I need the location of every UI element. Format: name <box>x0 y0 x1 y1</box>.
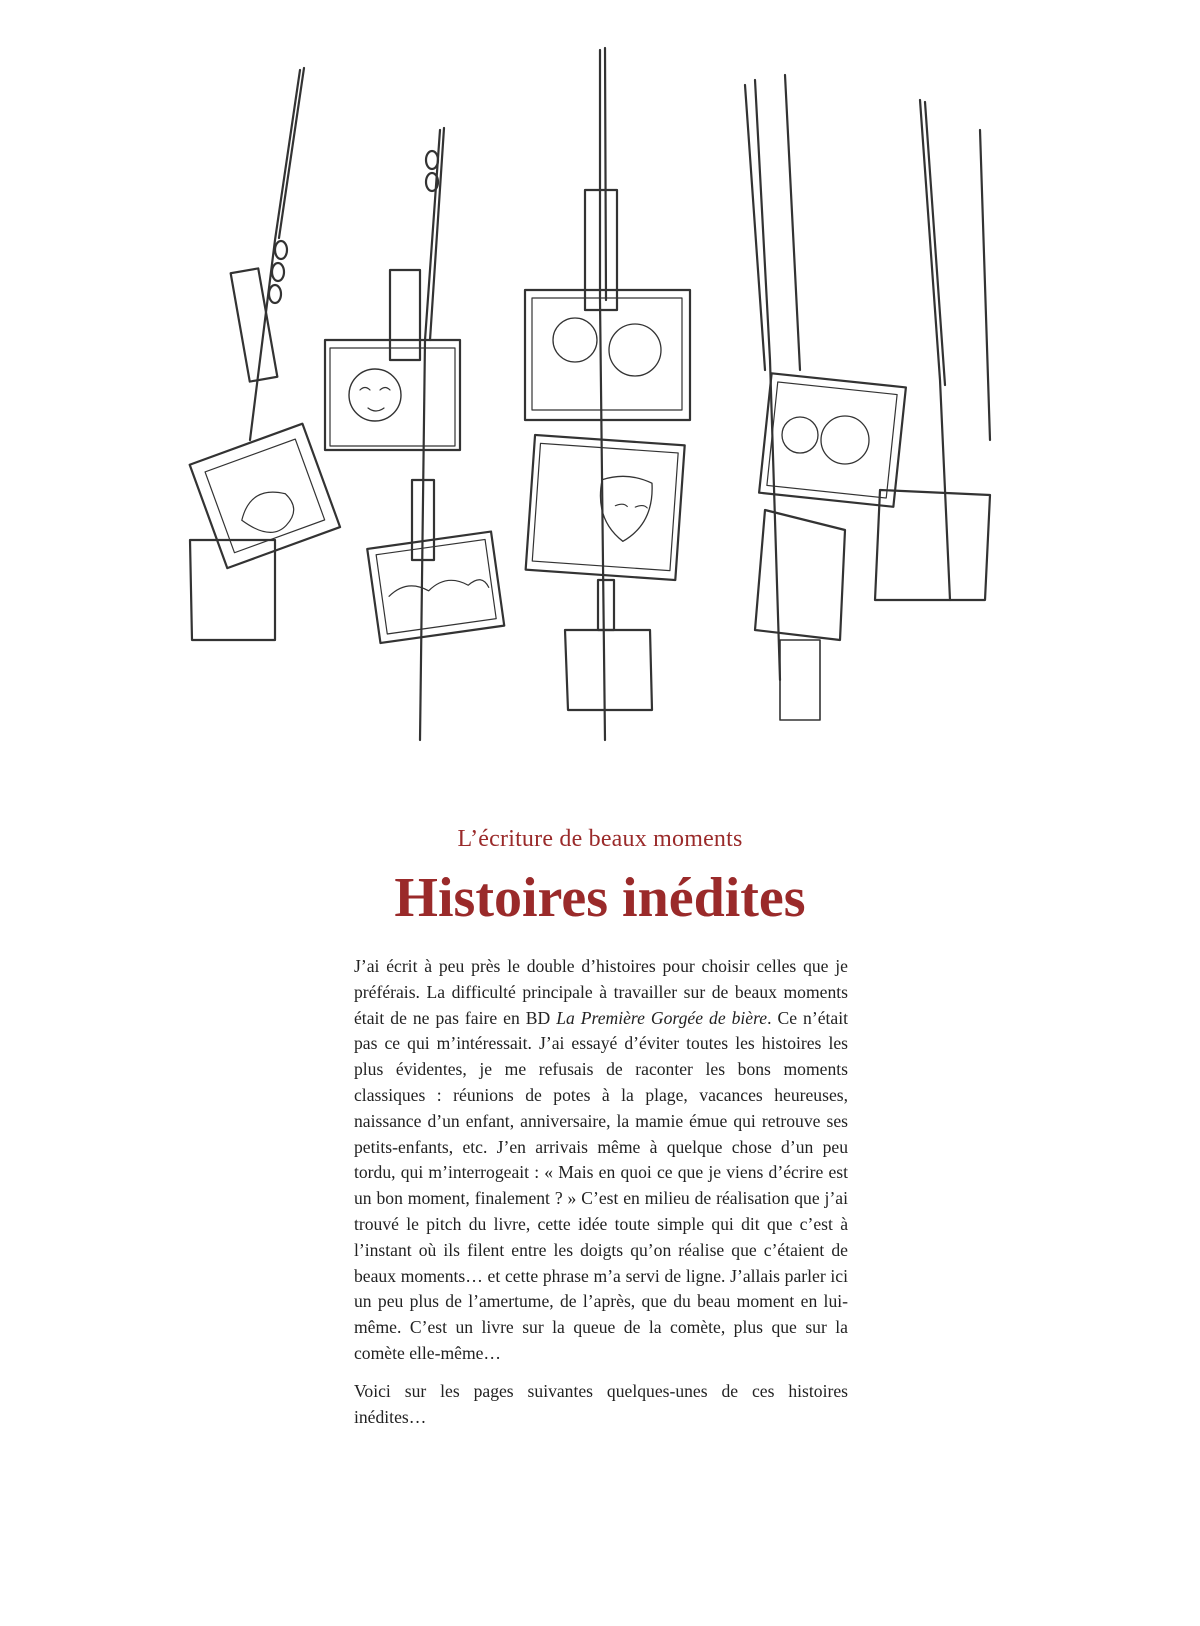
article-body <box>354 954 848 1442</box>
book-title: La Première Gorgée de bière <box>556 1007 768 1028</box>
paragraph-1-part-2: . Ce n’était pas ce qui m’intéressait. J’ai essayé d’éviter toutes les histoires les plus évidentes, je me refusais de raconter les bons moments classiques : réunions de potes à la plage, vacances heureuses, naissance d’un enfant, anniversaire, la mamie émue qui retrouve ses petits-enfants, etc. J’en arrivais même à quelque chose d’un peu tordu, qui m’interrogeait : « Mais en quoi ce que je viens d’écrire est un bon moment, finalement ? » C’est en milieu de réalisation que j’ai trouvé le pitch du livre, cette idée toute simple qui dit que c’est à l’instant où ils filent entre les doigts qu’on réalise que c’étaient de beaux moments… et cette phrase m’a servi de ligne. J’allais parler ici un peu plus de l’amertume, de l’après, que du beau moment en lui-même. C’est un livre sur la queue de la comète, plus que sur la comète elle-même… <box>354 1007 848 1363</box>
paragraph-1 <box>354 954 848 1367</box>
page-title: Histoires inédites <box>394 867 806 929</box>
paragraph-2: Voici sur les pages suivantes quelques-unes de ces histoires inédites… <box>354 1380 848 1427</box>
section-kicker: L’écriture de beaux moments <box>457 826 743 852</box>
hanging-photos-illustration <box>180 40 1040 780</box>
hanging-photos-sketch-icon <box>180 40 1040 780</box>
paragraph-1-part-1: J’ai écrit à peu près le double d’histoires pour choisir celles que je préférais. La difficulté principale à travailler sur de beaux moments était de ne pas faire en BD <box>354 956 848 1028</box>
